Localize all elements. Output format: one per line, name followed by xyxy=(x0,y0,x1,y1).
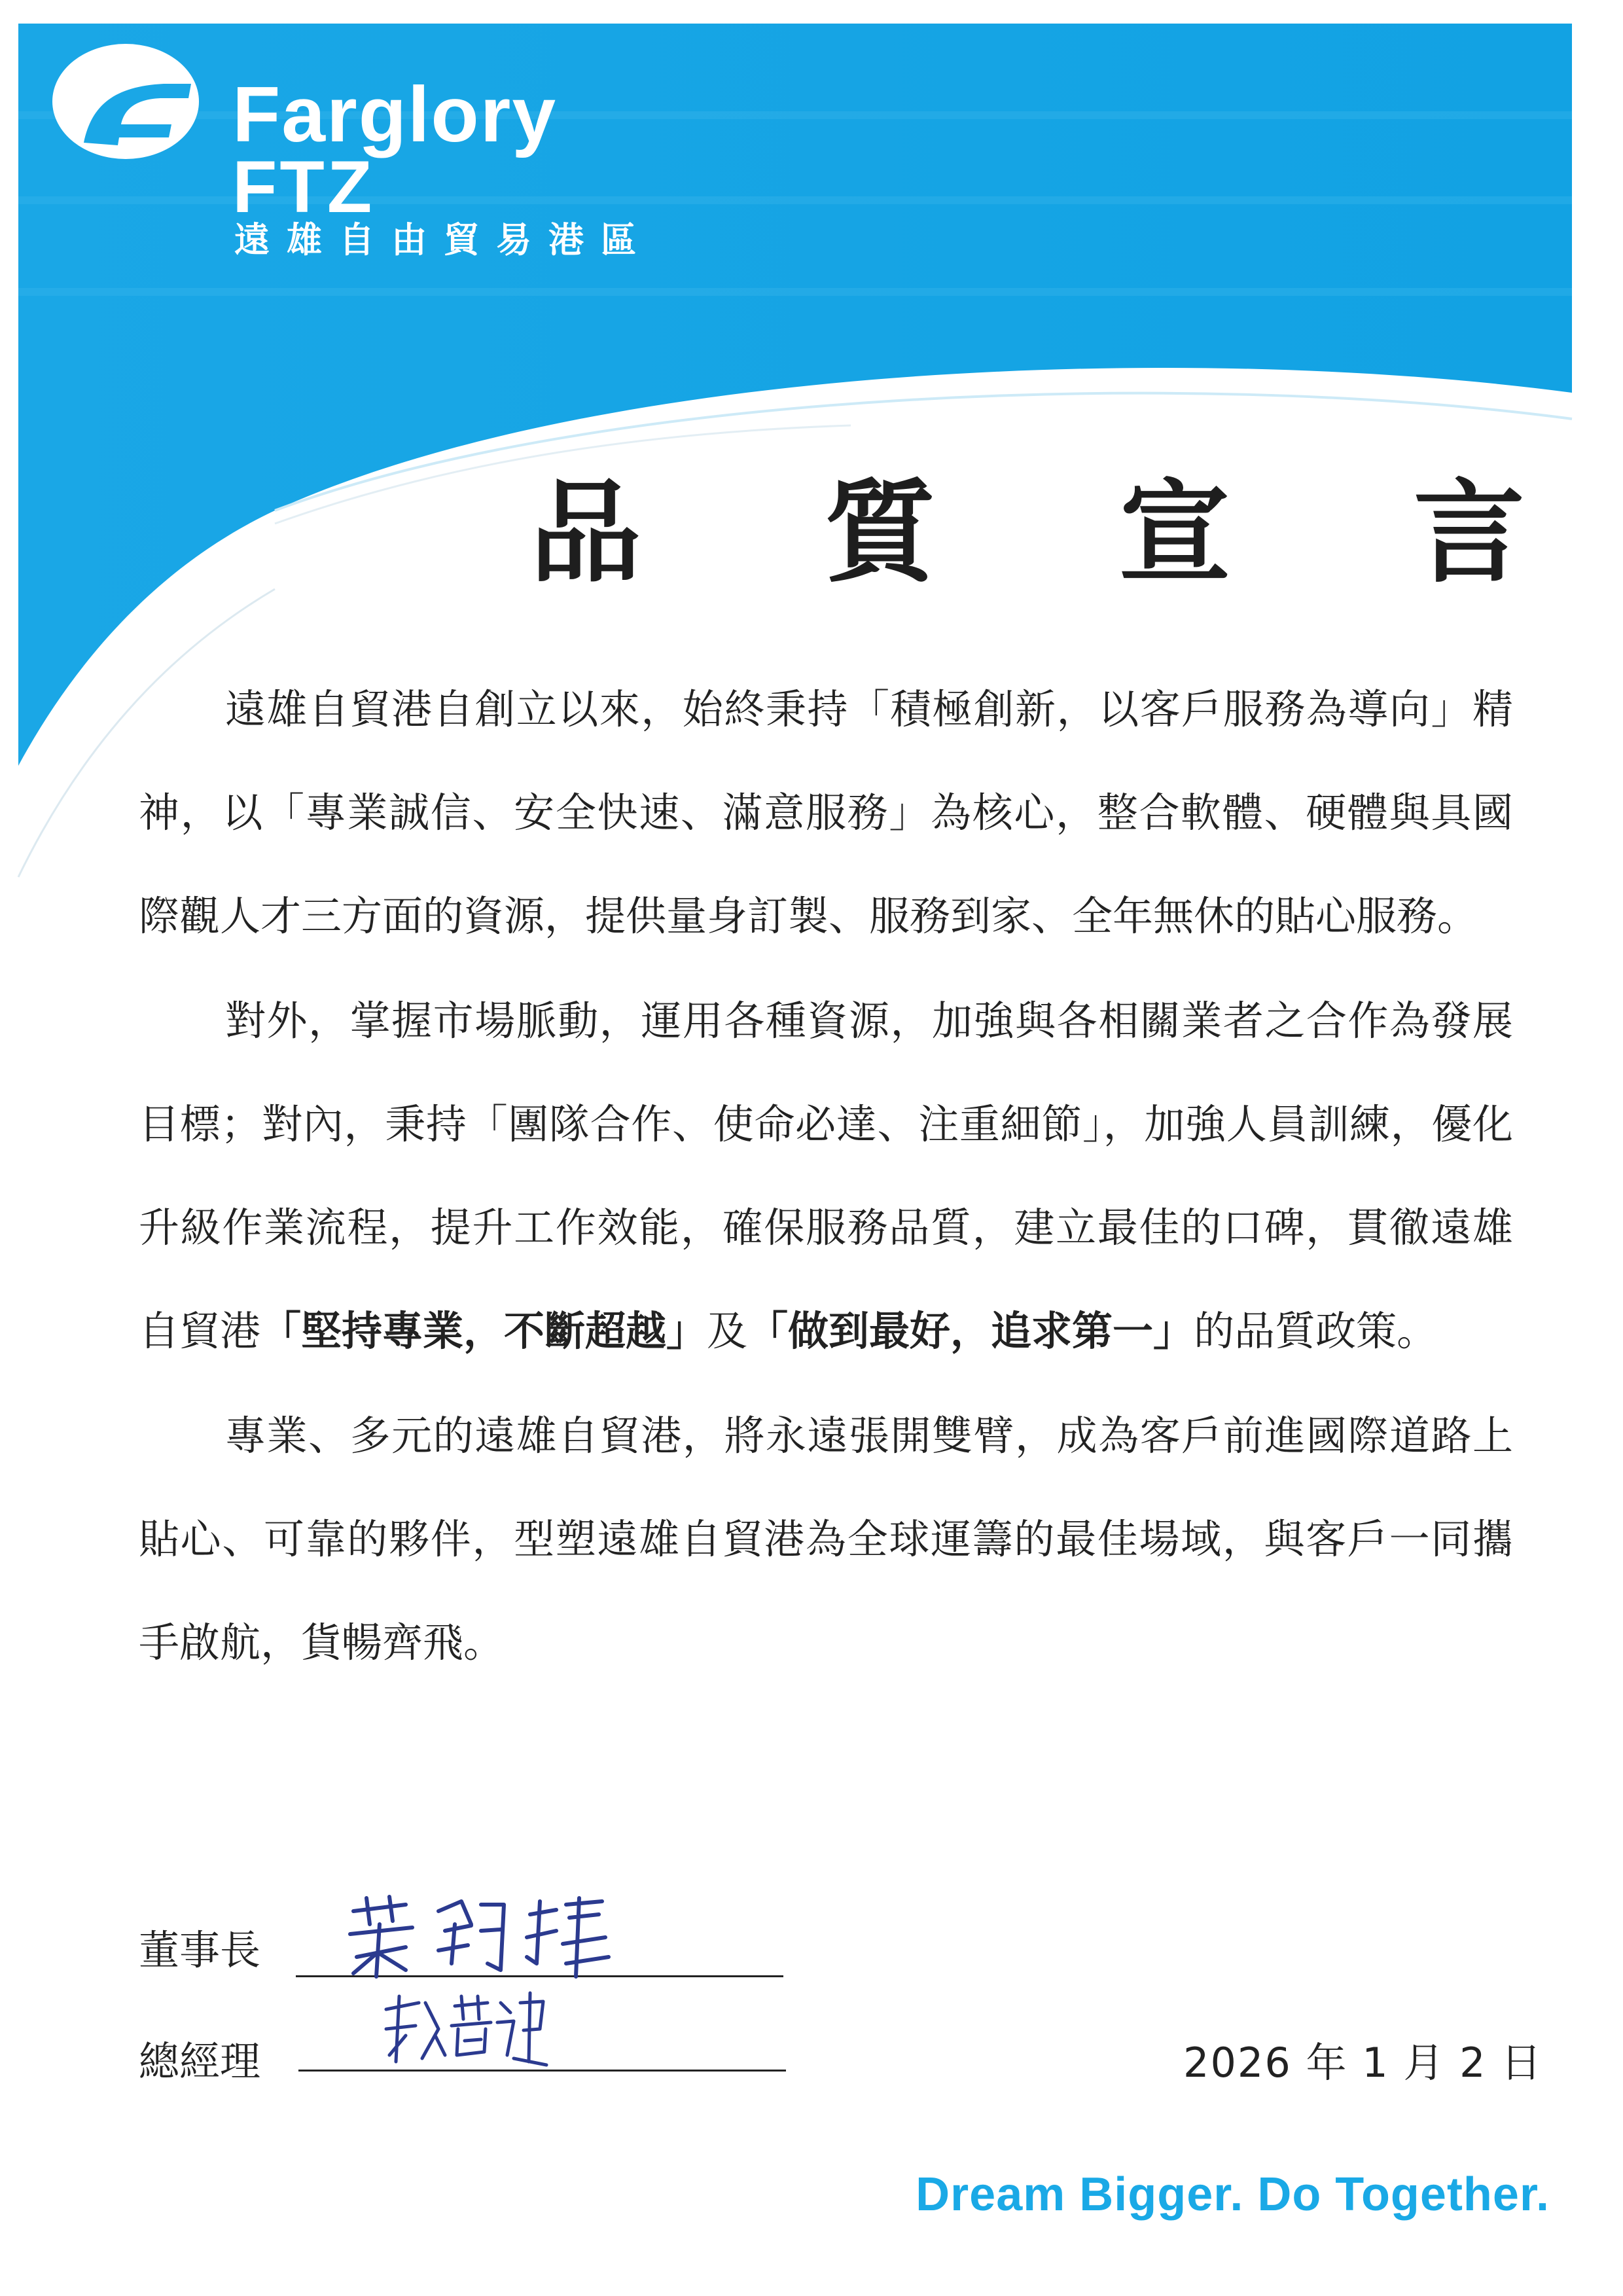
document-body xyxy=(139,658,1513,1696)
paragraph-2-conjunction: 及 xyxy=(707,1307,748,1355)
farglory-logo-icon xyxy=(52,44,199,159)
brand-slogan: Dream Bigger. Do Together. xyxy=(916,2168,1550,2221)
paragraph-2-end: 的品質政策。 xyxy=(1194,1307,1438,1355)
document-title xyxy=(530,469,1525,598)
title-char: 宣 xyxy=(1118,469,1230,598)
paragraph-1: 遠雄自貿港自創立以來，始終秉持「積極創新，以客戶服務為導向」精神，以「專業誠信、安全快速、滿意服務」為核心，整合軟體、硬體與具國際觀人才三方面的資源，提供量身訂製、服務到家、全年無休的貼心服務。 xyxy=(139,685,1513,940)
general-manager-signature xyxy=(380,1990,550,2075)
title-char: 質 xyxy=(824,469,936,598)
paragraph-2-text: 對外，掌握市場脈動，運用各種資源，加強與各相關業者之合作為發展目標；對內，秉持「團隊合作、使命必達、注重細節」，加強人員訓練，優化升級作業流程，提升工作效能，確保服務品質，建立最佳的口碑，貫徹遠雄自貿港 xyxy=(139,997,1513,1355)
general-manager-label: 總經理 xyxy=(139,2037,261,2085)
brand-chinese-name: 遠雄自由貿易港區 xyxy=(234,221,653,260)
brand-sub: FTZ xyxy=(232,146,375,228)
chairman-label: 董事長 xyxy=(139,1926,261,1974)
title-char: 言 xyxy=(1413,469,1525,598)
title-char: 品 xyxy=(530,469,642,598)
brand-name: Farglory xyxy=(232,71,558,158)
document-date: 2026 年 1 月 2 日 xyxy=(1183,2039,1543,2087)
chairman-signature xyxy=(340,1885,615,1990)
policy-phrase-1: 「堅持專業，不斷超越」 xyxy=(260,1307,707,1355)
paragraph-3: 專業、多元的遠雄自貿港，將永遠張開雙臂，成為客戶前進國際道路上貼心、可靠的夥伴，型塑遠雄自貿港為全球運籌的最佳場域，與客戶一同攜手啟航，貨暢齊飛。 xyxy=(139,1412,1513,1666)
policy-phrase-2: 「做到最好，追求第一」 xyxy=(747,1307,1194,1355)
paragraph-2 xyxy=(139,969,1513,1383)
